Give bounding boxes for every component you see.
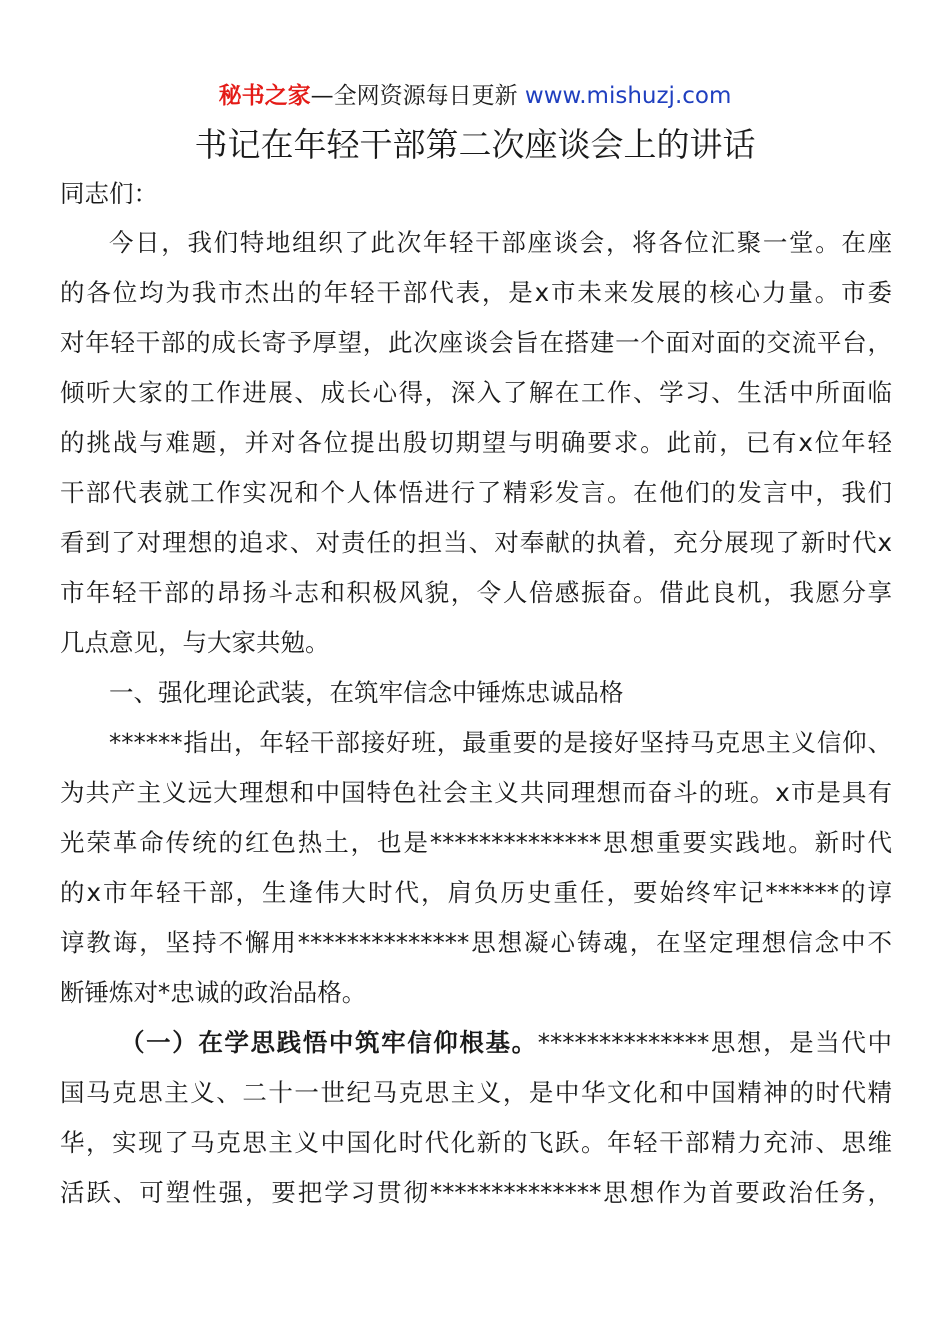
paragraph-line: ******指出，年轻干部接好班，最重要的是接好坚持马克思主义信仰、 (109, 728, 892, 757)
site-url-link[interactable]: www.mishuzj.com (524, 83, 732, 109)
salutation: 同志们： (60, 179, 158, 208)
paragraph-line (120, 1018, 892, 1068)
site-banner (0, 80, 950, 112)
paragraph-line: 干部代表就工作实况和个人体悟进行了精彩发言。在他们的发言中，我们 (60, 478, 892, 507)
paragraph-line: 为共产主义远大理想和中国特色社会主义共同理想而奋斗的班。x市是具有 (60, 778, 892, 807)
paragraph-line: 的x市年轻干部，生逢伟大时代，肩负历史重任，要始终牢记******的谆 (60, 878, 892, 907)
paragraph-line: 光荣革命传统的红色热土，也是**************思想重要实践地。新时代 (60, 828, 892, 857)
document-title: 书记在年轻干部第二次座谈会上的讲话 (194, 125, 756, 164)
paragraph-line: 今日，我们特地组织了此次年轻干部座谈会，将各位汇聚一堂。在座 (109, 228, 892, 257)
paragraph-line: 的挑战与难题，并对各位提出殷切期望与明确要求。此前，已有x位年轻 (60, 428, 892, 457)
paragraph-line: 断锤炼对*忠诚的政治品格。 (60, 978, 367, 1007)
paragraph-line: 的各位均为我市杰出的年轻干部代表，是x市未来发展的核心力量。市委 (60, 278, 892, 307)
paragraph-line: 看到了对理想的追求、对责任的担当、对奉献的执着，充分展现了新时代x (60, 528, 892, 557)
brand-name: 秘书之家 (218, 83, 311, 109)
paragraph-line: 华，实现了马克思主义中国化时代化新的飞跃。年轻干部精力充沛、思维 (60, 1128, 892, 1157)
paragraph-line: 倾听大家的工作进展、成长心得，深入了解在工作、学习、生活中所面临 (60, 378, 892, 407)
paragraph-line: 市年轻干部的昂扬斗志和积极风貌，令人倍感振奋。借此良机，我愿分享 (60, 578, 892, 607)
section-heading: 一、强化理论武装，在筑牢信念中锤炼忠诚品格 (109, 678, 624, 707)
subsection-heading: （一）在学思践悟中筑牢信仰根基。 (120, 1028, 538, 1057)
paragraph-text: **************思想，是当代中 (537, 1028, 892, 1057)
paragraph-line: 国马克思主义、二十一世纪马克思主义，是中华文化和中国精神的时代精 (60, 1078, 892, 1107)
paragraph-line: 活跃、可塑性强，要把学习贯彻**************思想作为首要政治任务， (60, 1178, 892, 1207)
paragraph-line: 几点意见，与大家共勉。 (60, 628, 330, 657)
paragraph-line: 谆教诲，坚持不懈用**************思想凝心铸魂，在坚定理想信念中不 (60, 928, 892, 957)
paragraph-line: 对年轻干部的成长寄予厚望，此次座谈会旨在搭建一个面对面的交流平台， (60, 328, 892, 357)
banner-tagline: —全网资源每日更新 (310, 83, 525, 109)
